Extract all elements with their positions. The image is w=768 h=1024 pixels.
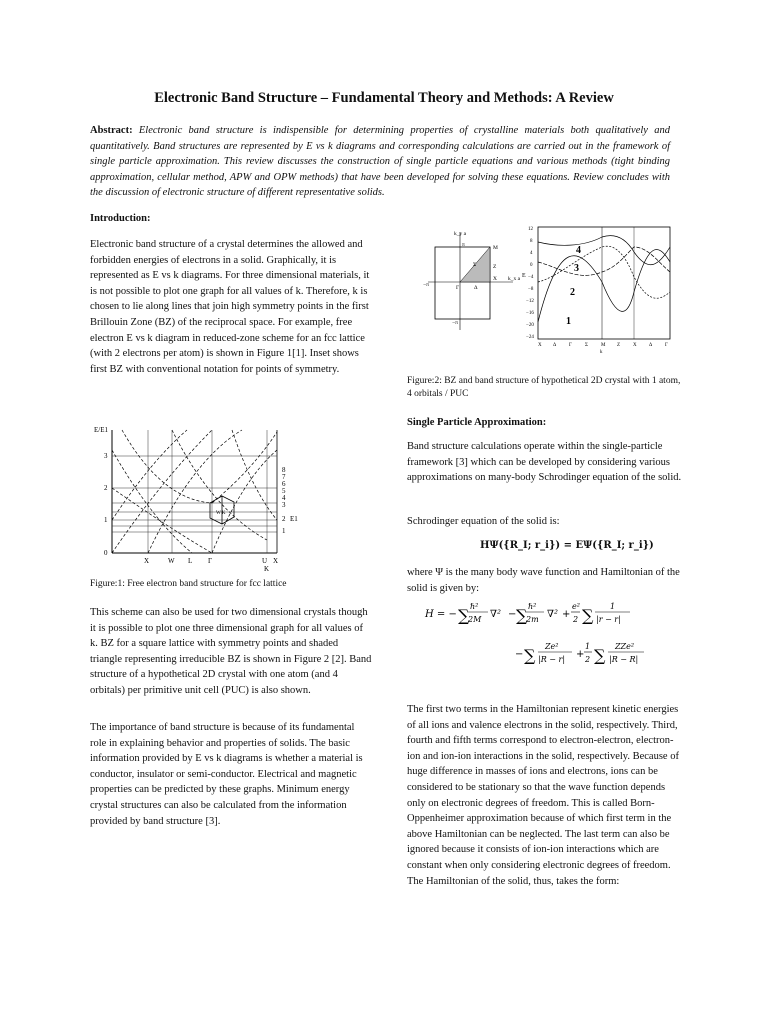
fig1-xtick: Γ xyxy=(208,557,213,565)
svg-text:2: 2 xyxy=(282,515,286,523)
svg-text:∑: ∑ xyxy=(516,606,528,625)
svg-text:+: + xyxy=(562,609,571,620)
intro-heading: Introduction: xyxy=(90,213,151,224)
svg-text:Σ: Σ xyxy=(473,262,477,268)
svg-text:−8: −8 xyxy=(528,287,534,292)
spa-paragraph-3: where Ψ is the many body wave function and Hamiltonian of the solid is given by: xyxy=(407,567,680,594)
svg-text:X: X xyxy=(538,343,542,348)
svg-text:Σ: Σ xyxy=(585,343,588,348)
svg-text:∇²: ∇² xyxy=(547,609,558,620)
svg-text:−24: −24 xyxy=(526,335,534,340)
abstract xyxy=(90,123,670,201)
svg-text:−π: −π xyxy=(452,320,458,326)
svg-text:3: 3 xyxy=(282,501,286,509)
abstract-text: Electronic band structure is indispensible for determining properties of crystalline materials both qualitatively and quantitatively. Band structures are represented by E vs k diagrams and corresponding calculations are carried out in the framework of single particle approximation. This review discusses the construction of single particle equations and various methods (tight binding approximation, cellular method, APW and OPW methods) that have been developed for solving these equations. Review concludes with the discussion of electronic structure of different representative solids. xyxy=(90,125,670,198)
svg-text:6: 6 xyxy=(282,480,286,488)
intro-paragraph-2: This scheme can also be used for two dimensional crystals though it is possible to plot one three dimensional graph for all values of k. BZ for a square lattice with symmetry points and shaded triangle representing irreducible BZ is shown in Figure 2 [2]. Band structure of a hypothetical 2D crystal with one atom (and 4 orbitals) per primitive unit cell (PUC) is also shown. xyxy=(90,607,372,696)
intro-paragraph-3: The importance of band structure is because of its fundamental role in explaining behavior and properties of solids. The basic information provided by E vs k diagrams is whether a material is conductor, insulator or semi-conductor. Electrical and magnetic properties can be predicted by these graphs. Minimum energy crystal structures can also be calculated from the information provided by band structure [3]. xyxy=(90,722,363,827)
svg-text:|R − R|: |R − R| xyxy=(609,655,639,664)
svg-text:1: 1 xyxy=(610,602,616,611)
svg-text:5: 5 xyxy=(282,487,286,495)
fig1-xtick: X xyxy=(273,557,279,565)
svg-text:Δ: Δ xyxy=(553,343,557,348)
svg-text:W K: W K xyxy=(216,511,226,516)
svg-text:2: 2 xyxy=(573,615,579,624)
svg-text:∑: ∑ xyxy=(594,646,606,665)
fig1-xtick: W xyxy=(168,557,175,565)
svg-text:1: 1 xyxy=(282,527,286,535)
svg-text:ℏ²: ℏ² xyxy=(528,602,537,611)
svg-text:π: π xyxy=(462,242,465,248)
svg-text:ℏ²: ℏ² xyxy=(470,602,479,611)
svg-text:−20: −20 xyxy=(526,323,534,328)
figure-1-caption: Figure:1: Free electron band structure for fcc lattice xyxy=(90,579,287,589)
hamiltonian-equation xyxy=(420,597,670,679)
svg-text:−: − xyxy=(508,609,517,620)
spa-paragraph-1: Band structure calculations operate within the single-particle framework [3] which can be developed by considering various approximations on many-body Schrodinger equation of the solid. xyxy=(407,441,682,484)
spa-paragraph-4: The first two terms in the Hamiltonian represent kinetic energies of all ions and valence electrons in the solid, respectively. Third, fourth and fifth terms correspond to electron-electron, electron-ion and ion-ion interactions in the solid, respectively. Because of huge difference in masses of ions and electrons, ions can be considered to be stationary so that the wave function depends only on electronic degrees of freedom. This is called Born-Oppenheimer approximation because of which first term in the above Hamiltonian can be neglected. The last term can also be ignored because it consists of ion-ion interactions which are constant when only considering electronic degrees of freedom. The Hamiltonian of the solid, thus, takes the form: xyxy=(407,704,679,887)
svg-text:4: 4 xyxy=(282,494,286,502)
figure-1 xyxy=(92,420,304,572)
fig1-e1-label: E1 xyxy=(290,515,298,523)
svg-text:X: X xyxy=(493,276,497,282)
svg-text:Z: Z xyxy=(493,264,497,270)
svg-text:X: X xyxy=(633,343,637,348)
svg-text:2: 2 xyxy=(585,655,591,664)
svg-text:2m: 2m xyxy=(526,615,539,624)
svg-text:Γ: Γ xyxy=(456,285,460,291)
fig1-yaxis-label: E/E1 xyxy=(94,426,108,434)
fig1-xtick-sub: K xyxy=(264,565,270,572)
fig1-xtick: X xyxy=(144,557,150,565)
svg-text:Δ: Δ xyxy=(649,343,653,348)
svg-text:−π: −π xyxy=(423,282,429,288)
svg-text:4: 4 xyxy=(530,251,533,256)
svg-text:ZZe²: ZZe² xyxy=(615,642,635,651)
figure-2 xyxy=(418,222,680,354)
svg-text:M: M xyxy=(493,245,498,251)
fig1-xtick: U xyxy=(262,557,268,565)
svg-text:−: − xyxy=(515,649,524,660)
svg-text:k_y a: k_y a xyxy=(454,231,467,237)
svg-text:k_x a: k_x a xyxy=(508,276,521,282)
svg-text:−4: −4 xyxy=(528,275,534,280)
svg-text:H = −: H = − xyxy=(425,609,457,620)
figure-2-caption: Figure:2: BZ and band structure of hypothetical 2D crystal with 1 atom, 4 orbitals / PUC xyxy=(407,376,681,399)
schrodinger-equation: HΨ({R_I; r_i}) = EΨ({R_I; r_i}) xyxy=(480,540,654,551)
svg-text:7: 7 xyxy=(282,473,286,481)
fig1-ytick: 3 xyxy=(104,452,108,460)
spa-paragraph-2: Schrodinger equation of the solid is: xyxy=(407,516,560,527)
svg-text:Γ: Γ xyxy=(665,343,668,348)
svg-text:k: k xyxy=(600,350,603,354)
svg-text:∑: ∑ xyxy=(458,606,470,625)
svg-text:2: 2 xyxy=(570,287,575,298)
svg-text:3: 3 xyxy=(574,263,579,274)
svg-text:12: 12 xyxy=(528,227,533,232)
fig1-ytick: 2 xyxy=(104,484,108,492)
svg-text:+: + xyxy=(576,649,585,660)
svg-text:1: 1 xyxy=(566,316,571,327)
abstract-label: Abstract: xyxy=(90,125,133,136)
svg-text:∑: ∑ xyxy=(524,646,536,665)
svg-text:Δ: Δ xyxy=(474,285,478,291)
svg-text:e²: e² xyxy=(572,602,580,611)
svg-text:∑: ∑ xyxy=(582,606,594,625)
svg-text:2M: 2M xyxy=(468,615,482,624)
svg-text:|r − r|: |r − r| xyxy=(596,615,621,624)
svg-text:Ze²: Ze² xyxy=(545,642,559,651)
fig1-ytick: 1 xyxy=(104,516,108,524)
svg-text:M: M xyxy=(601,343,606,348)
svg-text:1: 1 xyxy=(585,642,591,651)
fig1-ytick: 0 xyxy=(104,549,108,557)
svg-text:4: 4 xyxy=(576,245,581,256)
svg-text:−12: −12 xyxy=(526,299,534,304)
svg-text:0: 0 xyxy=(530,263,533,268)
fig1-xtick: L xyxy=(188,557,193,565)
svg-text:Γ: Γ xyxy=(569,343,572,348)
svg-text:E: E xyxy=(522,273,526,279)
svg-text:∇²: ∇² xyxy=(490,609,501,620)
svg-text:−16: −16 xyxy=(526,311,534,316)
svg-text:8: 8 xyxy=(282,466,286,474)
paper-title: Electronic Band Structure – Fundamental Theory and Methods: A Review xyxy=(154,90,614,106)
svg-text:8: 8 xyxy=(530,239,533,244)
svg-text:Z: Z xyxy=(617,343,621,348)
intro-paragraph-1: Electronic band structure of a crystal determines the allowed and forbidden energies of electrons in a solid. Graphically, it is represented as E vs k diagrams. For three dimensional materials, it is not possible to plot one graph for all values of k. Therefore, k is chosen to lie along lines that join high symmetry points in the first Brillouin Zone (BZ) of the reciprocal space. For example, free electron E vs k diagram in reduced-zone scheme for an fcc lattice (with 2 electrons per atom) is shown in Figure 1[1]. Inset shows first BZ with conventional notation for points of symmetry. xyxy=(90,239,370,375)
spa-heading: Single Particle Approximation: xyxy=(407,417,547,428)
svg-text:|R − r|: |R − r| xyxy=(538,655,566,664)
